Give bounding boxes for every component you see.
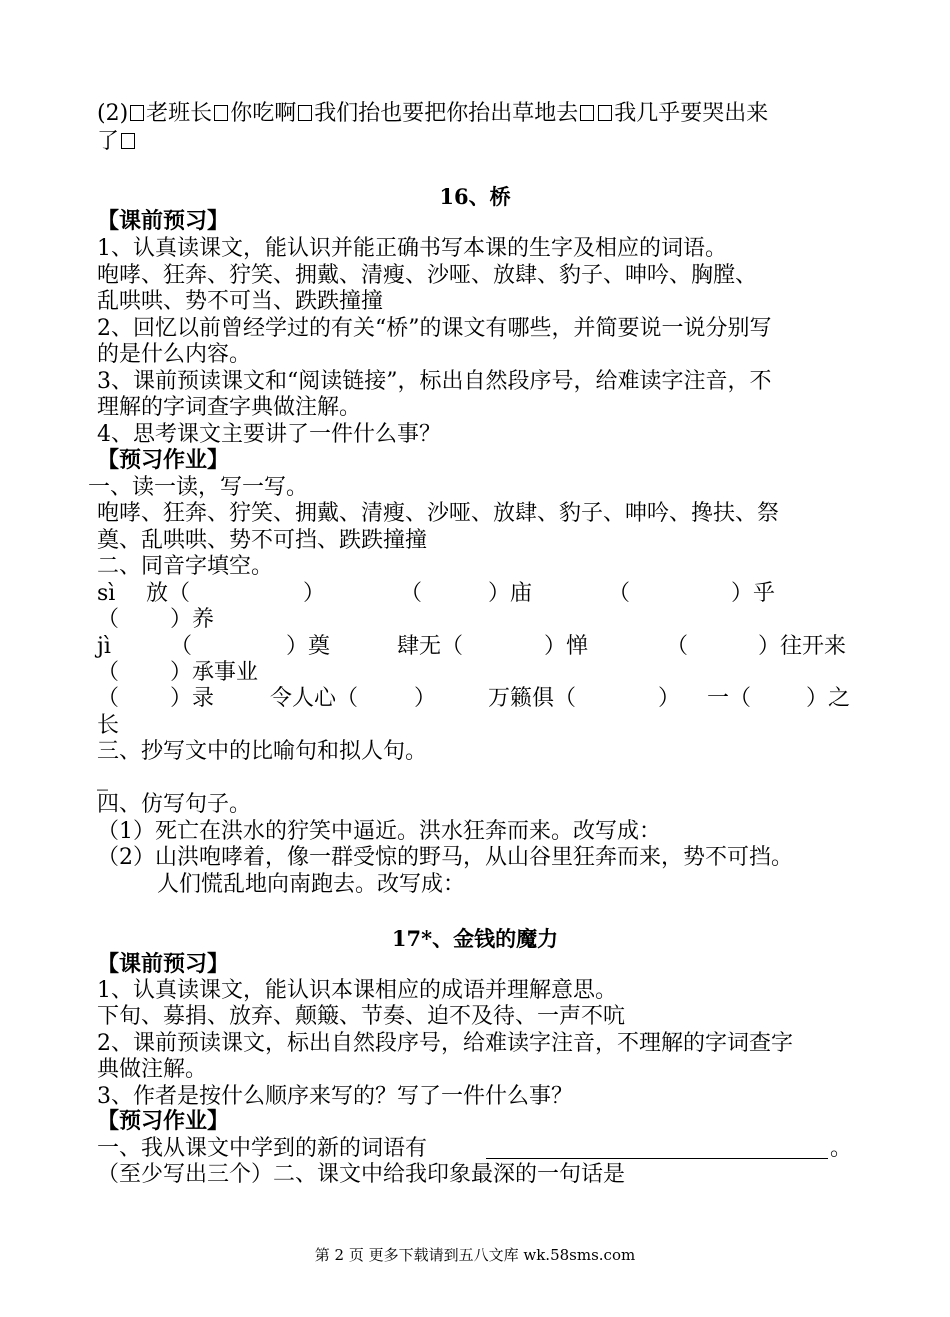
blank-open: （ xyxy=(97,607,120,632)
lesson17-p1-words: 下旬、募捐、放弃、颠簸、节奏、迫不及待、一声不吭 xyxy=(97,1004,626,1029)
blank-close: ）惮 xyxy=(544,634,589,659)
lesson17-s1-end: 。 xyxy=(830,1136,853,1161)
page-footer: 第 2 页 更多下载请到五八文库 wk.58sms.com xyxy=(314,1246,636,1264)
blank-close: ）录 xyxy=(170,686,215,711)
blank-close: ）往开来 xyxy=(758,634,847,659)
text-segment: 了 xyxy=(97,129,120,154)
blank-open: 一（ xyxy=(707,686,752,711)
lesson16-p1: 1、认真读课文，能认识并能正确书写本课的生字及相应的词语。 xyxy=(97,236,727,261)
text-segment: 你吃啊 xyxy=(230,101,297,126)
answer-blank-line[interactable] xyxy=(486,1134,828,1159)
pinyin-si: sì xyxy=(97,581,116,606)
top-line-1 xyxy=(97,101,768,127)
lesson16-p3-b: 理解的字词查字典做注解。 xyxy=(97,395,362,420)
text-segment: 老班长 xyxy=(146,101,213,126)
lesson16-p1-words-b: 乱哄哄、势不可当、跌跌撞撞 xyxy=(97,289,384,314)
lesson16-s4-1: （1）死亡在洪水的狞笑中逼近。洪水狂奔而来。改写成： xyxy=(97,819,661,844)
blank-close: ）奠 xyxy=(286,634,331,659)
blank-close: ）乎 xyxy=(731,581,776,606)
punct-box xyxy=(130,105,144,121)
lesson16-s2: 二、同音字填空。 xyxy=(97,554,274,579)
lesson17-title: 17*、金钱的魔力 xyxy=(391,926,559,951)
blank-close: ）养 xyxy=(170,607,215,632)
blank-open: （ xyxy=(608,581,631,606)
lesson17-p2-a: 2、课前预读课文，标出自然段序号，给难读字注音，不理解的字词查字 xyxy=(97,1031,793,1056)
blank-open: （ xyxy=(400,581,423,606)
lesson17-preview-heading: 【课前预习】 xyxy=(97,951,230,977)
lesson17-p2-b: 典做注解。 xyxy=(97,1057,208,1082)
lesson16-s1-words-a: 咆哮、狂奔、狞笑、拥戴、清瘦、沙哑、放肆、豹子、呻吟、搀扶、祭 xyxy=(97,501,780,526)
lesson16-s4-2-b: 人们慌乱地向南跑去。改写成： xyxy=(157,872,466,897)
top-line-2 xyxy=(97,129,137,155)
lesson16-p2-b: 的是什么内容。 xyxy=(97,342,252,367)
blank-open: 肆无（ xyxy=(397,634,464,659)
punct-box xyxy=(598,105,612,121)
lesson16-s1-words-b: 奠、乱哄哄、势不可挡、跌跌撞撞 xyxy=(97,528,428,553)
blank-open: 放（ xyxy=(146,581,191,606)
lesson17-s2: （至少写出三个）二、课文中给我印象最深的一句话是 xyxy=(97,1162,626,1187)
lesson16-preview-heading: 【课前预习】 xyxy=(97,208,230,234)
pinyin-ji: jì xyxy=(97,634,111,659)
lesson17-s1: 一、我从课文中学到的新的词语有 xyxy=(97,1136,428,1161)
punct-box xyxy=(298,105,312,121)
punct-box xyxy=(580,105,594,121)
lesson16-s4: 四、仿写句子。 xyxy=(97,792,252,817)
lesson16-s4-2-a: （2）山洪咆哮着，像一群受惊的野马，从山谷里狂奔而来，势不可挡。 xyxy=(97,845,793,870)
lesson16-p3-a: 3、课前预读课文和“阅读链接”，标出自然段序号，给难读字注音，不 xyxy=(97,369,772,394)
text-segment: 长 xyxy=(97,713,120,738)
text-segment: 我几乎要哭出来 xyxy=(614,101,769,126)
punct-box xyxy=(121,133,135,149)
lesson16-s3-mark: _ xyxy=(97,766,108,791)
blank-close: ）之 xyxy=(806,686,851,711)
blank-close: ）承事业 xyxy=(170,660,259,685)
blank-close: ） xyxy=(658,686,681,711)
text-segment: 我们抬也要把你抬出草地去 xyxy=(314,101,579,126)
lesson16-p1-words-a: 咆哮、狂奔、狞笑、拥戴、清瘦、沙哑、放肆、豹子、呻吟、胸膛、 xyxy=(97,263,758,288)
punct-box xyxy=(214,105,228,121)
blank-open: （ xyxy=(97,686,120,711)
blank-open: （ xyxy=(170,634,193,659)
lesson16-title: 16、桥 xyxy=(439,184,511,209)
lesson16-p4: 4、思考课文主要讲了一件什么事？ xyxy=(97,422,441,447)
blank-open: 令人心（ xyxy=(270,686,359,711)
lesson17-p3: 3、作者是按什么顺序来写的？写了一件什么事？ xyxy=(97,1084,573,1109)
blank-open: （ xyxy=(666,634,689,659)
lesson16-s1: 一、读一读，写一写。 xyxy=(88,475,309,500)
blank-close: ） xyxy=(414,686,437,711)
blank-close: ） xyxy=(303,581,326,606)
blank-open: 万籁俱（ xyxy=(488,686,577,711)
lesson16-s3: 三、抄写文中的比喻句和拟人句。 xyxy=(97,739,428,764)
lesson17-p1: 1、认真读课文，能认识本课相应的成语并理解意思。 xyxy=(97,978,617,1003)
lesson16-homework-heading: 【预习作业】 xyxy=(97,447,230,473)
blank-close: ）庙 xyxy=(488,581,533,606)
lesson16-p2-a: 2、回忆以前曾经学过的有关“桥”的课文有哪些，并简要说一说分别写 xyxy=(97,316,772,341)
blank-open: （ xyxy=(97,660,120,685)
item-number: (2) xyxy=(97,101,129,126)
lesson17-homework-heading: 【预习作业】 xyxy=(97,1108,230,1134)
